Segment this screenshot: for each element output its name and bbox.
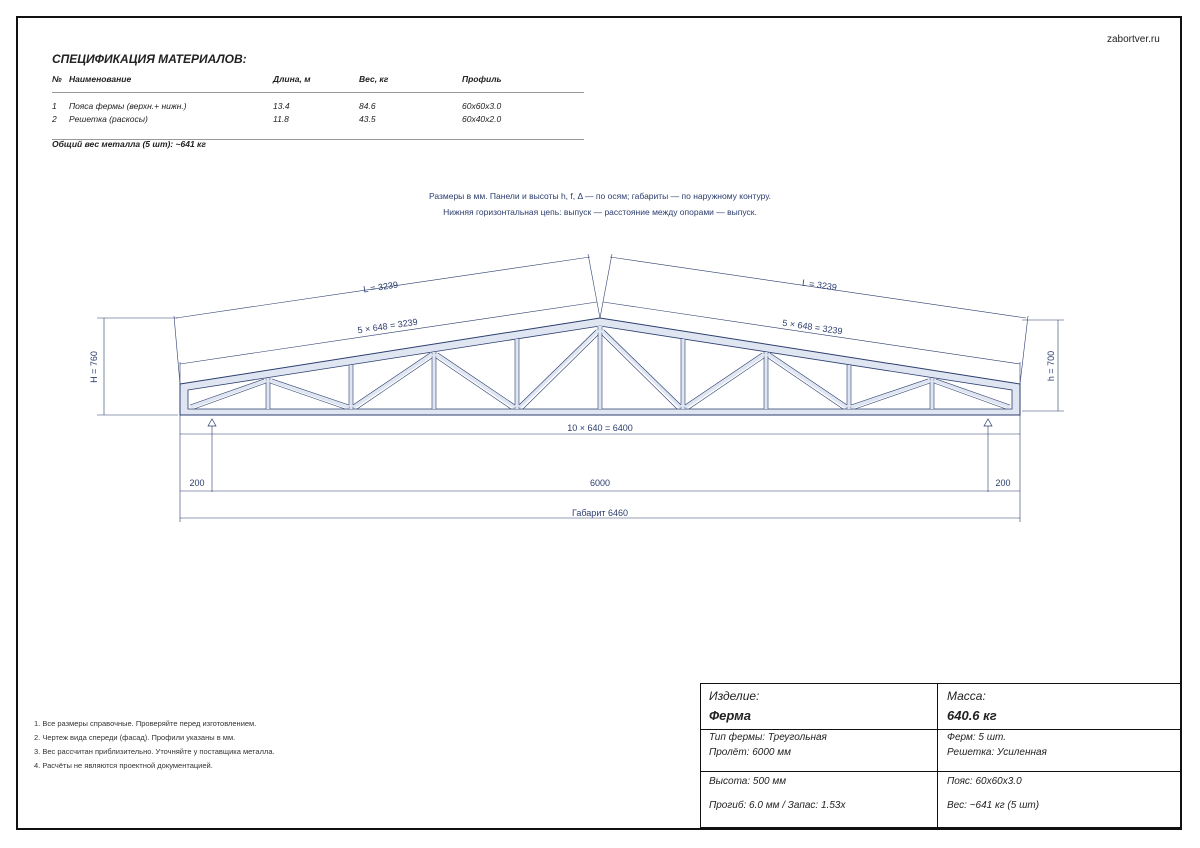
title-block-divider [937, 684, 938, 827]
note-item: 2. Чертеж вида спереди (фасад). Профили указаны в мм. [34, 733, 236, 742]
spec-header-profile: Профиль [462, 74, 502, 84]
dim-label-overall: Габарит 6460 [571, 508, 629, 518]
note-item: 3. Вес рассчитан приблизительно. Уточняйте у поставщика металла. [34, 747, 275, 756]
spec-cell-no: 2 [52, 113, 57, 124]
stamp-mass-value: 640.6 кг [947, 708, 997, 723]
dim-label-left-rafter-total: L = 3239 [362, 279, 399, 295]
stamp-weight: Вес: ~641 кг (5 шт) [947, 800, 1040, 811]
spec-cell-name: Пояса фермы (верхн.+ нижн.) [69, 100, 187, 111]
dim-label-right-rafter-total: L = 3239 [801, 277, 838, 293]
spec-cell-length: 11.8 [273, 113, 289, 124]
dim-label-overhang-right: 200 [995, 478, 1011, 488]
spec-cell-profile: 60x60x3.0 [462, 100, 502, 111]
stamp-product-label: Изделие: [709, 689, 760, 703]
dim-height-left [97, 318, 178, 415]
dim-label-bottom-panels: 10 × 640 = 6400 [567, 423, 633, 433]
stamp-chord: Пояс: 60x60x3.0 [947, 776, 1022, 787]
stamp-type: Тип фермы: Треугольная [709, 732, 827, 743]
dim-label-left-panels: 5 × 648 = 3239 [356, 316, 419, 336]
drawing-note-2: Нижняя горизонтальная цепь: выпуск — расстояние между опорами — выпуск. [443, 207, 757, 217]
spec-cell-profile: 60x40x2.0 [462, 113, 502, 124]
note-item: 1. Все размеры справочные. Проверяйте перед изготовлением. [34, 719, 257, 728]
spec-cell-weight: 43.5 [359, 113, 376, 124]
title-block-divider [701, 771, 1180, 772]
dim-label-right-panels: 5 × 648 = 3239 [781, 317, 844, 337]
spec-cell-no: 1 [52, 100, 57, 111]
stamp-mass-label: Масса: [947, 689, 986, 703]
stamp-lattice: Решетка: Усиленная [947, 747, 1047, 758]
note-item: 4. Расчёты не являются проектной документацией. [34, 761, 213, 770]
spec-header-name: Наименование [69, 74, 132, 84]
stamp-count: Ферм: 5 шт. [947, 732, 1007, 743]
spec-cell-length: 13.4 [273, 100, 290, 111]
spec-header-no: № [52, 74, 62, 84]
dim-label-height-center: H = 760 [89, 351, 99, 383]
stamp-span: Пролёт: 6000 мм [709, 747, 791, 758]
title-block-divider [701, 729, 1180, 730]
spec-title: СПЕЦИФИКАЦИЯ МАТЕРИАЛОВ: [52, 52, 247, 66]
dim-label-overhang-left: 200 [189, 478, 205, 488]
spec-cell-name: Решетка (раскосы) [69, 113, 148, 124]
drawing-note-1: Размеры в мм. Панели и высоты h, f, Δ — по осям; габариты — по наружному контуру. [428, 191, 772, 201]
dim-label-span: 6000 [589, 478, 611, 488]
site-url: zabortver.ru [1107, 34, 1160, 45]
dim-label-height-end: h = 700 [1046, 350, 1056, 382]
support-left [208, 419, 216, 426]
stamp-deflection: Прогиб: 6.0 мм / Запас: 1.53x [709, 800, 846, 811]
dim-height-right [1022, 320, 1064, 411]
title-block [700, 683, 1181, 828]
spec-header-weight: Вес, кг [359, 74, 389, 84]
spec-total: Общий вес металла (5 шт): ~641 кг [52, 139, 206, 149]
spec-header-length: Длина, м [273, 74, 311, 84]
general-notes [34, 717, 275, 773]
spec-cell-weight: 84.6 [359, 100, 376, 111]
stamp-height: Высота: 500 мм [709, 776, 787, 787]
stamp-product-value: Ферма [709, 708, 751, 723]
support-right [984, 419, 992, 426]
